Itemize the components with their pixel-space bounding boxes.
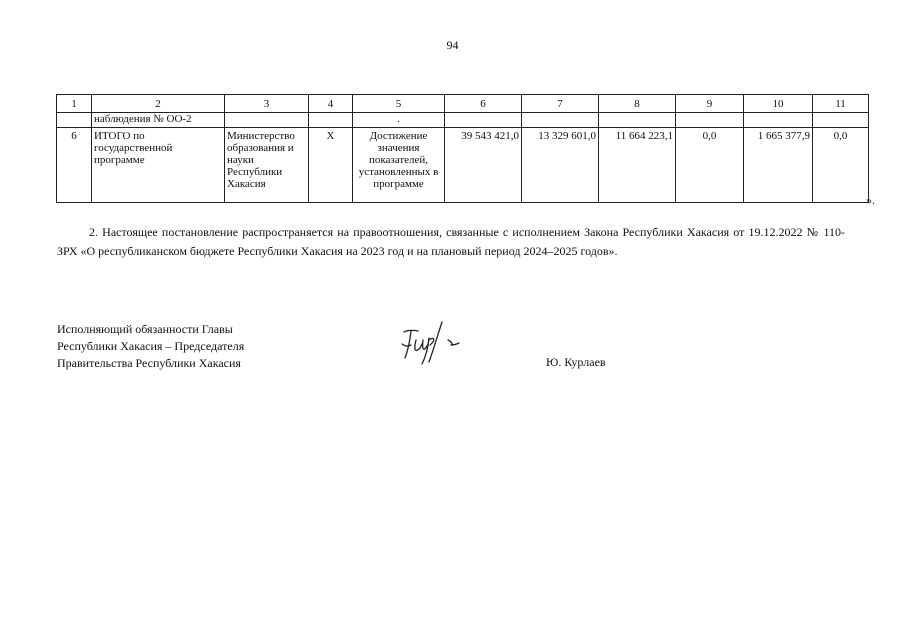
header-cell: 10 <box>744 95 813 113</box>
table-header-row <box>57 95 869 113</box>
table-cell <box>522 113 599 128</box>
table-cell <box>813 113 869 128</box>
table-cell: 6 <box>57 128 92 203</box>
page-number: 94 <box>446 38 459 52</box>
table-cell: 11 664 223,1 <box>599 128 676 203</box>
table-cell: . <box>353 113 445 128</box>
table-row <box>57 113 869 128</box>
table-cell: 0,0 <box>813 128 869 203</box>
header-cell: 6 <box>445 95 522 113</box>
signatory-title-line: Правительства Республики Хакасия <box>57 356 241 370</box>
table-cell <box>57 113 92 128</box>
signatory-title <box>57 321 244 372</box>
table-cell: 13 329 601,0 <box>522 128 599 203</box>
table-cell <box>309 113 353 128</box>
table-cell: 39 543 421,0 <box>445 128 522 203</box>
table-cell <box>225 113 309 128</box>
header-cell: 1 <box>57 95 92 113</box>
table-cell: 0,0 <box>676 128 744 203</box>
table-cell: ИТОГО по государственной программе <box>92 128 225 203</box>
header-cell: 2 <box>92 95 225 113</box>
header-cell: 5 <box>353 95 445 113</box>
closing-quote: ». <box>866 193 875 207</box>
header-cell: 7 <box>522 95 599 113</box>
signatory-name: Ю. Курлаев <box>546 355 606 369</box>
table-cell <box>445 113 522 128</box>
table-cell: Х <box>309 128 353 203</box>
table-cell: наблюдения № ОО-2 <box>92 113 225 128</box>
handwritten-signature-icon <box>396 318 466 368</box>
header-cell: 8 <box>599 95 676 113</box>
signatory-title-line: Исполняющий обязанности Главы <box>57 322 233 336</box>
table-cell <box>744 113 813 128</box>
body-paragraph: 2. Настоящее постановление распространяется на правоотношения, связанные с исполнением Закона Республики Хакасия от 19.12.2022 № 110-ЗРХ «О республиканском бюджете Республики Хакасия на 2023 год и на плановый период 2024–2025 годов». <box>57 225 845 258</box>
table-cell <box>676 113 744 128</box>
budget-table <box>56 94 869 203</box>
header-cell: 3 <box>225 95 309 113</box>
table-cell <box>599 113 676 128</box>
table-row <box>57 128 869 203</box>
header-cell: 9 <box>676 95 744 113</box>
table-cell: 1 665 377,9 <box>744 128 813 203</box>
header-cell: 11 <box>813 95 869 113</box>
table-cell: Министерство образования и науки Республики Хакасия <box>225 128 309 203</box>
header-cell: 4 <box>309 95 353 113</box>
signatory-title-line: Республики Хакасия – Председателя <box>57 339 245 353</box>
table-cell: Достижение значения показателей, установленных в программе <box>353 128 445 203</box>
